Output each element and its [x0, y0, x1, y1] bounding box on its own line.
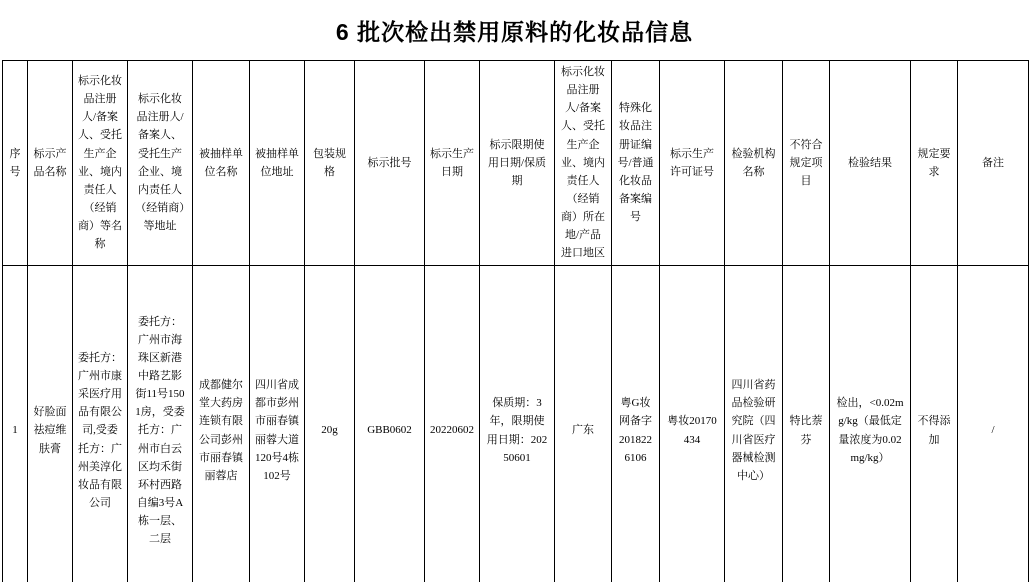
cell-expiry-shelf-life: 保质期：3年，限期使用日期：20250601	[480, 265, 555, 582]
col-header-production-date: 标示生产日期	[425, 61, 480, 266]
col-header-registration-number: 特殊化妆品注册证编号/普通化妆品备案编号	[612, 61, 660, 266]
col-header-inspection-agency: 检验机构名称	[725, 61, 783, 266]
col-header-batch-number: 标示批号	[355, 61, 425, 266]
cell-region: 广东	[555, 265, 612, 582]
col-header-serial-number: 序号	[3, 61, 28, 266]
cell-serial-number: 1	[3, 265, 28, 582]
table-body	[3, 265, 1029, 582]
col-header-production-license: 标示生产许可证号	[660, 61, 725, 266]
cell-remarks: /	[958, 265, 1029, 582]
cell-registrant-address: 委托方：广州市海珠区新港中路艺影街11号1501房，受委托方：广州市白云区均禾街环村西路自编3号A栋一层、二层	[128, 265, 193, 582]
cell-product-name: 好脸面祛痘维肤膏	[28, 265, 73, 582]
col-header-registrant-address: 标示化妆品注册人/备案人、受托生产企业、境内责任人（经销商）等地址	[128, 61, 193, 266]
page-title: 6 批次检出禁用原料的化妆品信息	[335, 18, 694, 45]
col-header-region: 标示化妆品注册人/备案人、受托生产企业、境内责任人（经销商）所在地/产品进口地区	[555, 61, 612, 266]
col-header-expiry-shelf-life: 标示限期使用日期/保质期	[480, 61, 555, 266]
col-header-sampled-unit-address: 被抽样单位地址	[250, 61, 305, 266]
col-header-sampled-unit-name: 被抽样单位名称	[193, 61, 250, 266]
col-header-inspection-result: 检验结果	[830, 61, 911, 266]
cell-registration-number: 粤G妆网备字2018226106	[612, 265, 660, 582]
cell-sampled-unit-name: 成都健尔堂大药房连锁有限公司彭州市丽春镇丽蓉店	[193, 265, 250, 582]
cell-package-spec: 20g	[305, 265, 355, 582]
table-header	[3, 61, 1029, 266]
col-header-package-spec: 包装规格	[305, 61, 355, 266]
cell-regulatory-requirement: 不得添加	[911, 265, 958, 582]
cell-production-date: 20220602	[425, 265, 480, 582]
cell-sampled-unit-address: 四川省成都市彭州市丽春镇丽蓉大道120号4栋102号	[250, 265, 305, 582]
cosmetics-info-table	[2, 60, 1029, 582]
cell-batch-number: GBB0602	[355, 265, 425, 582]
cell-nonconforming-item: 特比萘芬	[783, 265, 830, 582]
cell-registrant-name: 委托方：广州市康采医疗用品有限公司,受委托方：广州美淳化妆品有限公司	[73, 265, 128, 582]
cell-inspection-agency: 四川省药品检验研究院（四川省医疗器械检测中心）	[725, 265, 783, 582]
col-header-product-name: 标示产品名称	[28, 61, 73, 266]
col-header-regulatory-requirement: 规定要求	[911, 61, 958, 266]
col-header-remarks: 备注	[958, 61, 1029, 266]
cell-production-license: 粤妆20170434	[660, 265, 725, 582]
table-row	[3, 265, 1029, 582]
col-header-registrant-name: 标示化妆品注册人/备案人、受托生产企业、境内责任人（经销商）等名称	[73, 61, 128, 266]
col-header-nonconforming-item: 不符合规定项目	[783, 61, 830, 266]
cell-inspection-result: 检出，<0.02mg/kg（最低定量浓度为0.02mg/kg）	[830, 265, 911, 582]
header-row	[3, 61, 1029, 266]
